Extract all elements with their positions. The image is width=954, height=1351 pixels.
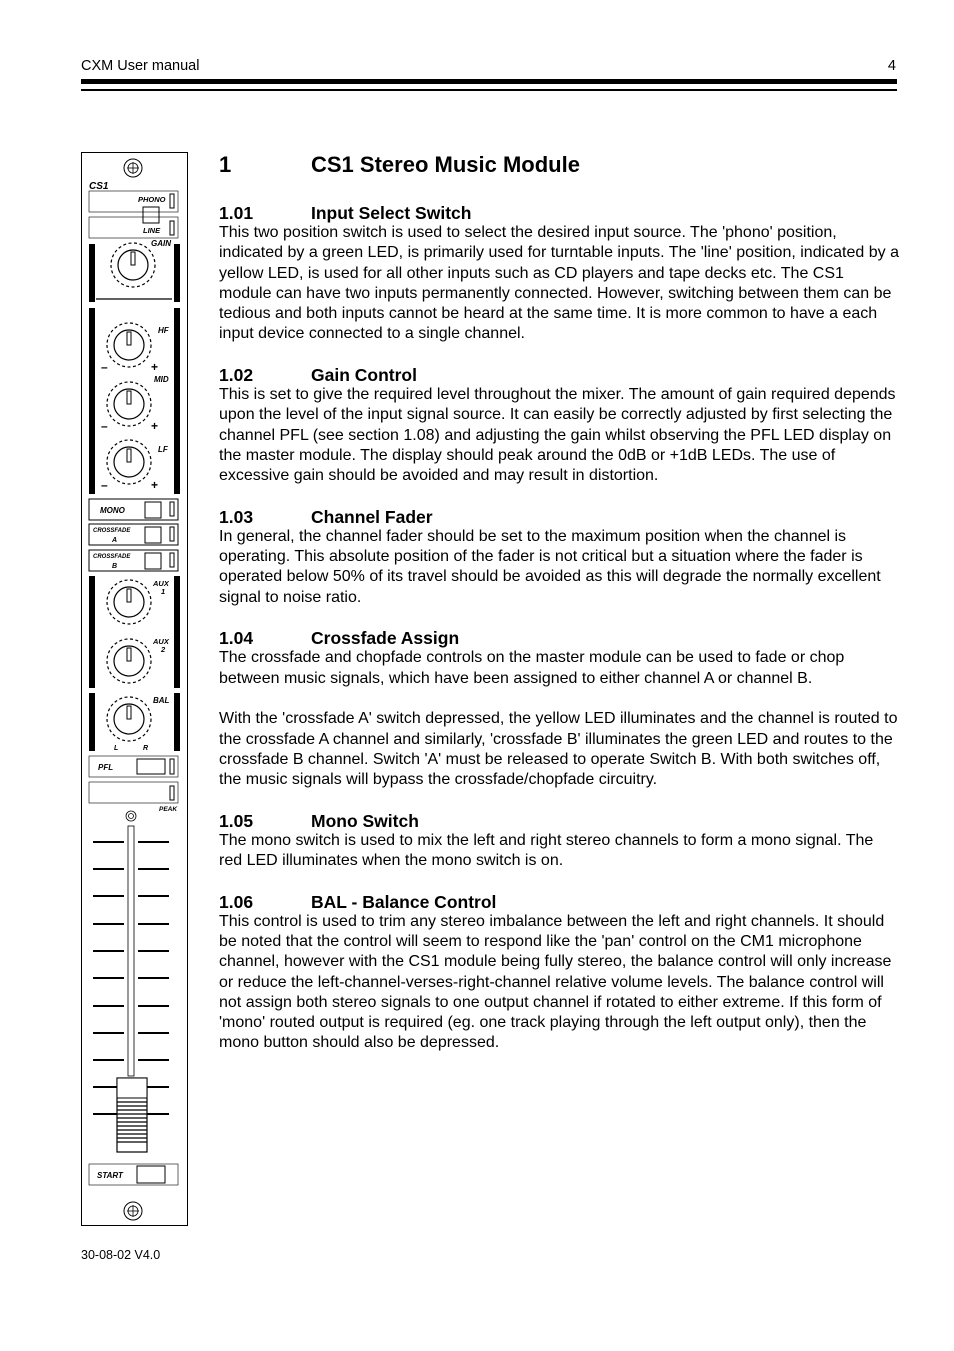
paragraph: This is set to give the required level throughout the mixer. The amount of gain required depends upon the level of the input signal source. It can easily be correctly adjusted by first selecting the channel PFL (see section 1.08) and adjusting the gain whilst observing the PFL LED display on the master module. The display should peak around the 0dB or +1dB LEDs. The use of excessive gain should be avoided and may result in distortion.	[219, 386, 896, 484]
crossfade-a-label: CROSSFADE	[93, 528, 131, 534]
subsection-heading: 1.03 Channel Fader	[219, 506, 433, 527]
section-number: 1	[219, 152, 232, 177]
mid-label: MID	[154, 375, 169, 384]
section-title: CS1 Stereo Music Module	[311, 152, 580, 177]
subsection-heading: 1.02 Gain Control	[219, 365, 417, 385]
phono-label: PHONO	[138, 195, 166, 204]
svg-text:R: R	[143, 745, 149, 752]
peak-label: PEAK	[159, 806, 178, 813]
paragraph: This control is used to trim any stereo imbalance between the left and right channels. It should be noted that the control will seem to respond like the 'pan' control on the CM1 microphone channel, however with the CS1 module being fully stereo, the balance control will only increase or reduce the left-channel-verses-right-channel relative volume levels. The balance control will not assign both stereo signals to one output channel if rotated to either extreme. If this form of 'mono' routed output is required (eg. one track playing through the left output only), then the mono button should also be depressed.	[219, 912, 892, 1052]
svg-text:L: L	[114, 745, 119, 752]
subsection-heading: 1.05 Mono Switch	[219, 810, 419, 831]
svg-text:+: +	[151, 478, 159, 492]
section-heading	[219, 150, 899, 180]
lf-label: LF	[158, 445, 168, 454]
line-label: LINE	[143, 226, 161, 235]
aux2-label: AUX	[153, 637, 169, 646]
svg-text:–: –	[101, 478, 108, 492]
aux1-label: AUX	[153, 579, 169, 588]
bal-label: BAL	[153, 696, 170, 705]
running-header-title: CXM User manual	[81, 58, 200, 74]
paragraph: The mono switch is used to mix the left and right stereo channels to form a mono signal. The red LED illuminates when the mono switch is on.	[219, 831, 874, 869]
svg-text:A: A	[112, 537, 118, 544]
svg-text:B: B	[112, 563, 118, 570]
paragraph: In general, the channel fader should be set to the maximum position when the channel is operating. This absolute position of the fader is not critical but a situation where the fader is operated below 50% of its travel should be avoided as this will degrade the normally excellent signal to noise ratio.	[219, 527, 881, 606]
header-rule-thick	[81, 79, 897, 84]
svg-text:1: 1	[161, 587, 166, 596]
hf-label: HF	[158, 326, 169, 335]
cs1-module-illustration	[81, 152, 188, 1226]
svg-text:+: +	[151, 419, 159, 433]
svg-text:2: 2	[161, 645, 166, 654]
gain-label: GAIN	[151, 239, 171, 248]
main-content	[219, 150, 899, 1074]
subsection-heading: 1.06 BAL - Balance Control	[219, 891, 497, 912]
subsection-heading: 1.01 Input Select Switch	[219, 203, 472, 223]
svg-text:+: +	[151, 360, 159, 374]
svg-text:–: –	[101, 360, 108, 374]
mono-label: MONO	[100, 506, 125, 515]
paragraph: With the 'crossfade A' switch depressed, the yellow LED illuminates and the channel is routed to the crossfade A channel and similarly, 'crossfade B' illuminates the green LED and routes to the crossfade B channel. Switch 'A' must be released to operate Switch B. With both switches off, the music signals will bypass the crossfade/chopfade circuitry.	[219, 710, 898, 788]
paragraph: The crossfade and chopfade controls on the master module can be used to fade or chop between music signals, which have been assigned to either channel A or channel B.	[219, 649, 845, 687]
start-label: START	[97, 1171, 123, 1180]
subsection-heading: 1.04 Crossfade Assign	[219, 628, 460, 649]
pfl-label: PFL	[98, 763, 114, 772]
svg-text:–: –	[101, 419, 108, 433]
paragraph: This two position switch is used to select the desired input source. The 'phono' position, indicated by a green LED, is primarily used for turntable inputs. The 'line' position, indicated by a yellow LED, is used for all other inputs such as CD players and tape decks etc. The CS1 module can have two inputs permanently connected. However, switching between them can be tedious and both inputs cannot be heard at the same time. It is more common to have a each input device connected to a single channel.	[219, 224, 899, 343]
module-label: CS1	[89, 181, 109, 192]
crossfade-b-label: CROSSFADE	[93, 554, 131, 560]
header-rule-thin	[81, 89, 897, 91]
footer-doc-code: 30-08-02 V4.0	[81, 1248, 161, 1262]
page-number: 4	[887, 58, 896, 74]
